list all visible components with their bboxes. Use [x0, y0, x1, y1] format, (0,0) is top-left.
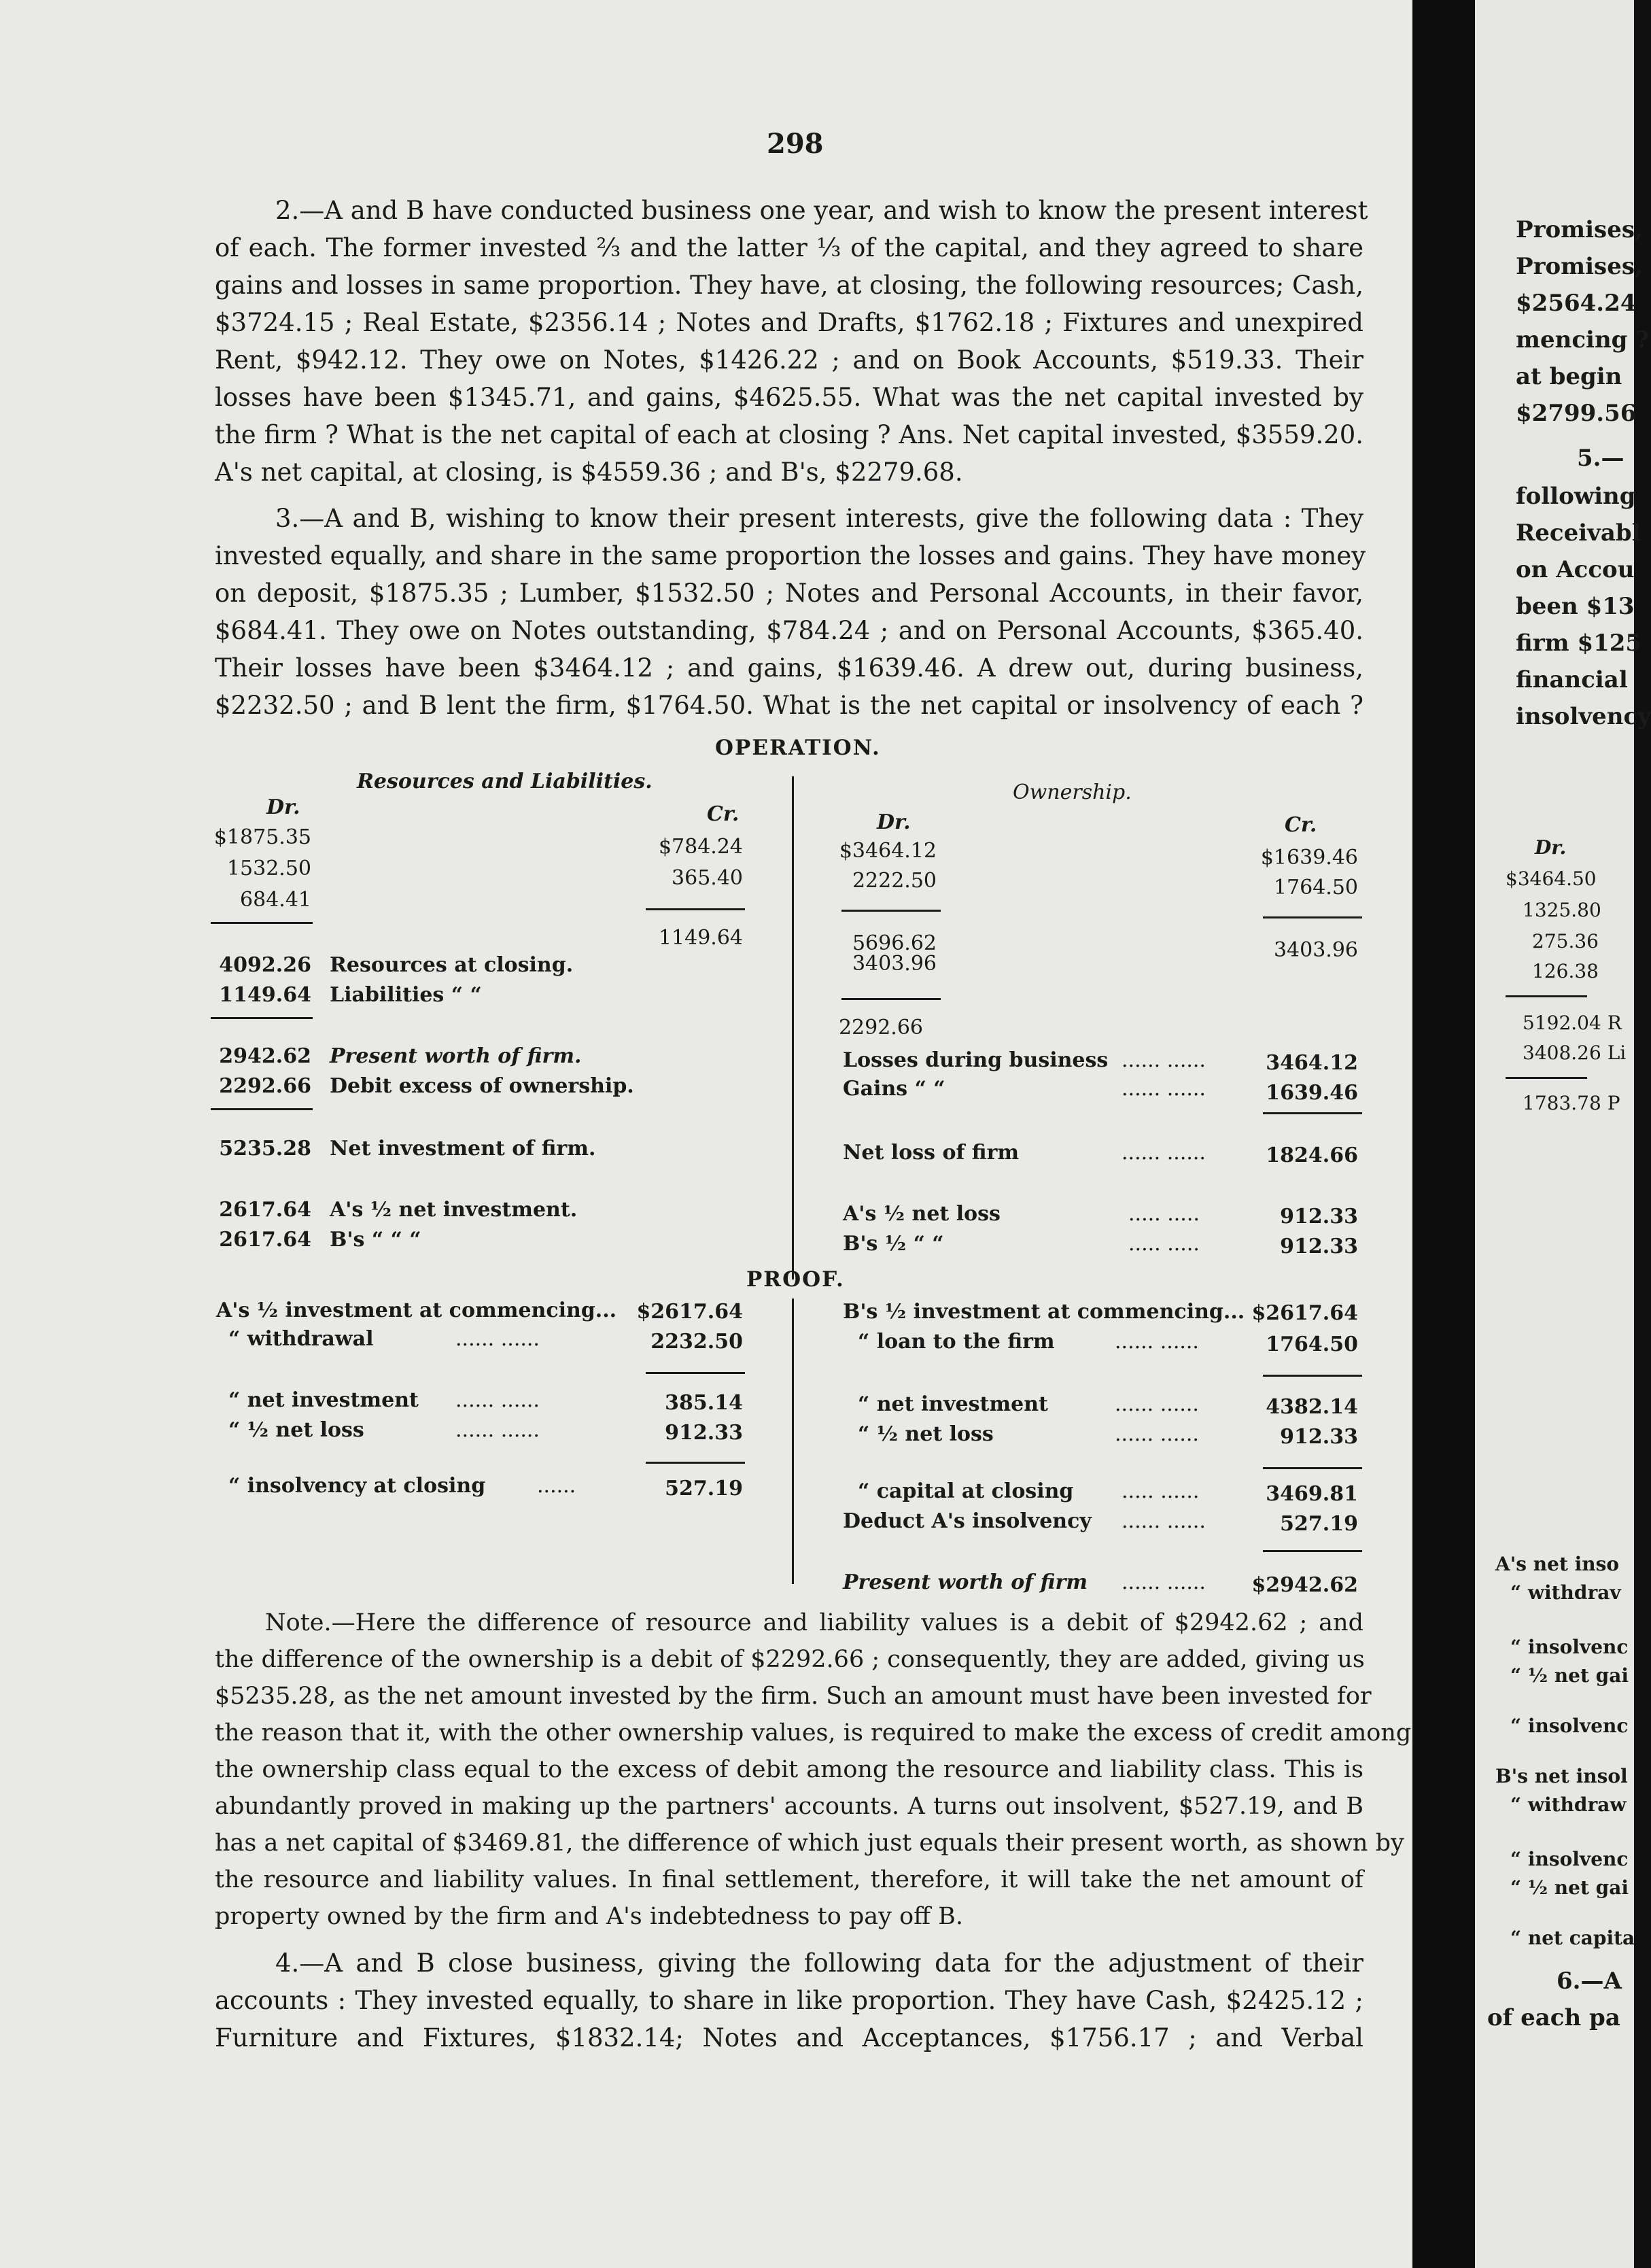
problem-2-line: of each. The former invested ⅔ and the latter ⅓ of the capital, and they agreed to share: [215, 233, 1363, 262]
proof-a-label: “ insolvency at closing: [228, 1474, 486, 1498]
proof-b-label: Deduct A's insolvency: [843, 1509, 1092, 1533]
debit-excess-label: Debit excess of ownership.: [330, 1074, 634, 1098]
leader-dots: ...... ......: [455, 1418, 540, 1442]
right-page-text: of each pa: [1487, 2004, 1620, 2031]
right-page-rule: [1506, 1077, 1587, 1079]
note-line: property owned by the firm and A's indebtedness to pay off B.: [215, 1903, 963, 1930]
problem-3-line: invested equally, and share in the same proportion the losses and gains. They have money: [215, 541, 1366, 570]
left-dr-value: $1875.35: [213, 825, 311, 849]
left-rule: [211, 1108, 313, 1110]
right-dr-rule: [841, 998, 941, 1000]
a-net-loss-value: 912.33: [1280, 1205, 1358, 1228]
right-page-text: following: [1516, 483, 1636, 510]
resources-at-closing-label: Resources at closing.: [330, 953, 574, 977]
right-dr-header: Dr.: [877, 810, 911, 834]
right-page-text: insolvency: [1516, 703, 1651, 730]
right-page-value: 126.38: [1532, 960, 1599, 982]
right-page-proof: “ net capita: [1510, 1927, 1635, 1949]
present-worth-label: Present worth of firm.: [330, 1044, 582, 1068]
right-dr-value: 2222.50: [852, 869, 937, 893]
left-dr-rule: [211, 922, 313, 924]
right-page-text: $2799.56: [1516, 400, 1637, 427]
proof-a-value: 2232.50: [650, 1330, 743, 1354]
proof-divider: [792, 1299, 794, 1584]
problem-3-line: on deposit, $1875.35 ; Lumber, $1532.50 ; Notes and Personal Accounts, in their favor,: [215, 579, 1363, 608]
leader-dots: ...... ......: [1115, 1330, 1199, 1354]
proof-a-value: $2617.64: [636, 1300, 743, 1324]
proof-b-value: 1764.50: [1266, 1333, 1358, 1356]
right-cr-rule: [1263, 916, 1362, 918]
left-cr-total: 1149.64: [658, 926, 743, 950]
problem-2-line: Rent, $942.12. They owe on Notes, $1426.22 ; and on Book Accounts, $519.33. Their: [215, 345, 1363, 375]
right-dr-total: 5696.62: [852, 931, 937, 955]
leader-dots: ..... .....: [1128, 1202, 1200, 1226]
right-page-value: 275.36: [1532, 930, 1599, 952]
leader-dots: ......: [537, 1474, 576, 1498]
leader-dots: ...... ......: [1122, 1077, 1206, 1101]
leader-dots: ...... ......: [1122, 1141, 1206, 1165]
right-page-text: $2564.24: [1516, 290, 1637, 317]
proof-a-label: “ ½ net loss: [228, 1418, 364, 1442]
proof-b-value: 4382.14: [1266, 1395, 1358, 1419]
proof-b-label: “ capital at closing: [858, 1479, 1074, 1503]
b-net-investment-value: 2617.64: [219, 1228, 311, 1252]
note-line: the reason that it, with the other ownership values, is required to make the excess of credit among: [215, 1719, 1412, 1747]
right-page-text: mencing ?: [1516, 326, 1650, 354]
problem-2-line: gains and losses in same proportion. They have, at closing, the following resources; Cash,: [215, 271, 1363, 300]
right-page-text: 5.—: [1577, 445, 1624, 472]
note-line: abundantly proved in making up the partners' accounts. A turns out insolvent, $527.19, and B: [215, 1793, 1363, 1820]
proof-a-label: A's ½ investment at commencing...: [216, 1299, 617, 1322]
proof-b-value: $2617.64: [1251, 1301, 1358, 1325]
liabilities-at-closing-value: 1149.64: [219, 983, 311, 1007]
right-page-value: 3408.26 Li: [1523, 1042, 1627, 1064]
right-page-proof: “ ½ net gai: [1510, 1664, 1629, 1687]
b-net-loss-value: 912.33: [1280, 1235, 1358, 1258]
a-net-investment-label: A's ½ net investment.: [330, 1198, 578, 1222]
proof-rule: [1263, 1375, 1362, 1377]
right-cr-rule: [1263, 1112, 1362, 1114]
problem-3-line: $2232.50 ; and B lent the firm, $1764.50. What is the net capital or insolvency of each ?: [215, 691, 1363, 720]
a-net-loss-label: A's ½ net loss: [843, 1202, 1001, 1226]
right-cr-header: Cr.: [1285, 813, 1317, 837]
right-page-value: 5192.04 R: [1523, 1012, 1622, 1034]
proof-a-value: 527.19: [665, 1477, 743, 1500]
leader-dots: ...... ......: [455, 1327, 540, 1351]
leader-dots: ...... ......: [1115, 1392, 1199, 1416]
right-page-text: Receivabl: [1516, 519, 1641, 547]
right-dr-rule: [841, 910, 941, 912]
right-page-text: financial: [1516, 666, 1628, 693]
right-page-value: 1325.80: [1523, 899, 1601, 921]
present-worth-label: Present worth of firm: [843, 1570, 1088, 1594]
leader-dots: ...... ......: [1122, 1570, 1206, 1594]
right-page-text: Promises,: [1516, 253, 1643, 280]
right-page-proof: “ withdraw: [1510, 1793, 1627, 1816]
problem-2-line: losses have been $1345.71, and gains, $4625.55. What was the net capital invested by: [215, 383, 1363, 412]
note-line: Note.—Here the difference of resource and liability values is a debit of $2942.62 ; and: [265, 1609, 1363, 1636]
proof-rule: [1263, 1550, 1362, 1552]
proof-a-value: 385.14: [665, 1391, 743, 1415]
right-page-text: 6.—A: [1557, 1968, 1622, 1995]
note-line: the resource and liability values. In final settlement, therefore, it will take the net amount of: [215, 1866, 1363, 1893]
right-cr-value: $1639.46: [1260, 846, 1358, 870]
problem-4-line: 4.—A and B close business, giving the following data for the adjustment of their: [275, 1948, 1363, 1978]
proof-rule: [646, 1462, 745, 1464]
leader-dots: ...... ......: [1122, 1509, 1206, 1533]
debit-excess-value: 2292.66: [219, 1074, 311, 1098]
right-page-value: $3464.50: [1506, 867, 1597, 890]
problem-4-line: Furniture and Fixtures, $1832.14; Notes and Acceptances, $1756.17 ; and Verbal: [215, 2023, 1363, 2052]
left-dr-value: 1532.50: [226, 857, 311, 880]
resources-at-closing-value: 4092.26: [219, 953, 311, 977]
right-dr-value: $3464.12: [839, 839, 937, 863]
problem-2-line: 2.—A and B have conducted business one year, and wish to know the present interest: [275, 196, 1368, 225]
present-worth-value: $2942.62: [1251, 1573, 1358, 1597]
right-dr-diff: 2292.66: [838, 1016, 923, 1040]
right-page-proof: “ ½ net gai: [1510, 1876, 1629, 1899]
losses-value: 3464.12: [1266, 1051, 1358, 1075]
right-page-proof: A's net inso: [1495, 1553, 1620, 1575]
proof-a-label: “ net investment: [228, 1388, 419, 1412]
proof-rule: [1263, 1467, 1362, 1469]
leader-dots: ...... ......: [1115, 1422, 1199, 1446]
right-page-proof: “ insolvenc: [1510, 1636, 1629, 1658]
present-worth-value: 2942.62: [219, 1044, 311, 1068]
left-cr-value: $784.24: [658, 835, 743, 859]
proof-b-label: B's ½ investment at commencing...: [843, 1300, 1245, 1324]
leader-dots: ..... .....: [1128, 1232, 1200, 1256]
proof-b-value: 527.19: [1280, 1512, 1358, 1536]
right-page-proof: “ insolvenc: [1510, 1848, 1629, 1870]
net-investment-label: Net investment of firm.: [330, 1137, 596, 1161]
proof-b-label: “ loan to the firm: [858, 1330, 1055, 1354]
right-cr-value: 1764.50: [1273, 876, 1358, 899]
problem-2-line: the firm ? What is the net capital of each at closing ? Ans. Net capital invested, $3559.20.: [215, 420, 1363, 449]
operation-divider: [792, 776, 794, 1279]
right-page-text: firm $125: [1516, 630, 1642, 657]
note-line: the ownership class equal to the excess of debit among the resource and liability class. This is: [215, 1756, 1363, 1783]
right-dr-sub: 3403.96: [852, 952, 937, 976]
note-line: $5235.28, as the net amount invested by the firm. Such an amount must have been invested for: [215, 1683, 1372, 1710]
problem-2-line: A's net capital, at closing, is $4559.36 ; and B's, $2279.68.: [215, 458, 963, 487]
problem-4-line: accounts : They invested equally, to share in like proportion. They have Cash, $2425.12 ;: [215, 1986, 1363, 2015]
proof-b-value: 912.33: [1280, 1425, 1358, 1449]
left-cr-value: 365.40: [672, 866, 743, 890]
left-dr-header: Dr.: [266, 795, 300, 819]
right-page-text: on Accou: [1516, 556, 1635, 583]
b-net-investment-label: B's “ “ “: [330, 1228, 421, 1252]
gains-label: Gains “ “: [843, 1077, 945, 1101]
proof-rule: [646, 1372, 745, 1374]
leader-dots: ..... ......: [1122, 1479, 1200, 1503]
problem-3-line: 3.—A and B, wishing to know their present interests, give the following data : They: [275, 504, 1363, 533]
operation-heading: OPERATION.: [715, 736, 881, 760]
ownership-title: Ownership.: [1013, 780, 1132, 804]
page-number: 298: [767, 128, 824, 160]
net-loss-value: 1824.66: [1266, 1144, 1358, 1167]
left-cr-rule: [646, 908, 745, 910]
proof-heading: PROOF.: [746, 1267, 845, 1292]
right-cr-total: 3403.96: [1273, 938, 1358, 962]
proof-a-label: “ withdrawal: [228, 1327, 374, 1351]
right-page-rule: [1506, 995, 1587, 997]
net-investment-value: 5235.28: [219, 1137, 311, 1161]
right-page-value: 1783.78 P: [1523, 1092, 1620, 1114]
left-rule: [211, 1017, 313, 1019]
right-page-text: at begin: [1516, 363, 1622, 390]
right-page-proof: B's net insol: [1495, 1765, 1628, 1787]
right-page-text: been $13: [1516, 593, 1635, 620]
right-page-proof: “ insolvenc: [1510, 1715, 1629, 1737]
left-cr-header: Cr.: [707, 802, 740, 826]
proof-a-value: 912.33: [665, 1421, 743, 1445]
problem-3-line: $684.41. They owe on Notes outstanding, $784.24 ; and on Personal Accounts, $365.40.: [215, 616, 1363, 645]
a-net-investment-value: 2617.64: [219, 1198, 311, 1222]
gains-value: 1639.46: [1266, 1081, 1358, 1105]
left-dr-value: 684.41: [240, 888, 311, 912]
liabilities-at-closing-label: Liabilities “ “: [330, 983, 482, 1007]
right-book-page-edge: [1475, 0, 1651, 2268]
leader-dots: ...... ......: [1122, 1048, 1206, 1072]
proof-b-value: 3469.81: [1266, 1482, 1358, 1506]
losses-label: Losses during business: [843, 1048, 1109, 1072]
note-line: has a net capital of $3469.81, the difference of which just equals their present worth, as shown by: [215, 1829, 1404, 1857]
b-net-loss-label: B's ½ “ “: [843, 1232, 944, 1256]
note-line: the difference of the ownership is a debit of $2292.66 ; consequently, they are added, giving us: [215, 1646, 1365, 1673]
right-page-text: Promises,: [1516, 216, 1643, 243]
book-gutter: [1412, 0, 1475, 2268]
net-loss-label: Net loss of firm: [843, 1141, 1020, 1165]
right-page-dr: Dr.: [1535, 836, 1567, 859]
leader-dots: ...... ......: [455, 1388, 540, 1412]
resources-liabilities-title: Resources and Liabilities.: [357, 770, 653, 793]
problem-3-line: Their losses have been $3464.12 ; and gains, $1639.46. A drew out, during business,: [215, 653, 1363, 683]
proof-b-label: “ ½ net loss: [858, 1422, 994, 1446]
problem-2-line: $3724.15 ; Real Estate, $2356.14 ; Notes and Drafts, $1762.18 ; Fixtures and unexpired: [215, 308, 1363, 337]
proof-b-label: “ net investment: [858, 1392, 1048, 1416]
right-page-proof: “ withdrav: [1510, 1581, 1621, 1604]
